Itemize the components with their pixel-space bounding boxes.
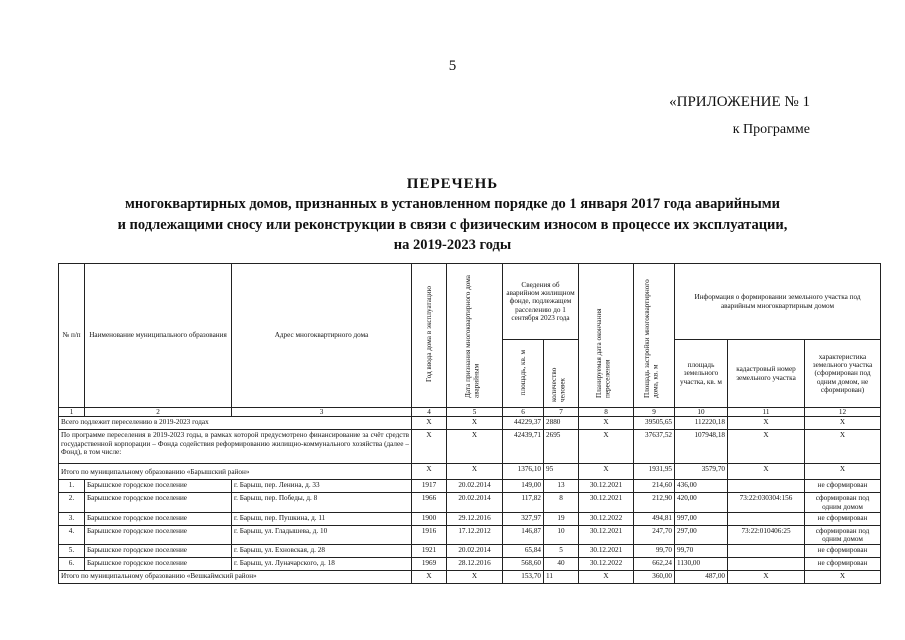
date-cell: 28.12.2016 [447,558,503,571]
col-number: 2 [85,408,232,417]
cell: 153,70 [503,571,544,584]
cell: 39505,65 [634,417,675,430]
row-number: 1. [59,480,85,493]
area-cell: 568,60 [503,558,544,571]
land-area-cell: 297,00 [675,525,728,545]
planned-date-cell: 30.12.2021 [579,525,634,545]
people-cell: 13 [544,480,579,493]
header-people: количество человек [550,368,567,403]
program-total-row [59,430,881,464]
date-cell: 20.02.2014 [447,480,503,493]
cell: 44229,37 [503,417,544,430]
cell: X [728,464,805,480]
cell: X [447,571,503,584]
cell: X [579,417,634,430]
cadastral-cell [728,512,805,525]
header-info-group: Сведения об аварийном жилищном фонде, подлежащем расселению до 1 сентября 2023 года [503,264,579,340]
col-number: 10 [675,408,728,417]
cell: X [447,430,503,464]
table-row [59,480,881,493]
address-cell: г. Барыш, ул. Луначарского, д. 18 [232,558,412,571]
land-area-cell: 1130,00 [675,558,728,571]
date-cell: 29.12.2016 [447,512,503,525]
area-cell: 146,87 [503,525,544,545]
subtotal-row [59,464,881,480]
cell: 2880 [544,417,579,430]
cell: 487,00 [675,571,728,584]
housing-table [58,263,881,584]
year-cell: 1921 [412,545,447,558]
built-area-cell: 494,81 [634,512,675,525]
cell: X [805,464,881,480]
people-cell: 5 [544,545,579,558]
land-area-cell: 997,00 [675,512,728,525]
heading-title: ПЕРЕЧЕНЬ [406,176,499,192]
col-number: 3 [232,408,412,417]
year-cell: 1966 [412,493,447,513]
planned-date-cell: 30.12.2021 [579,493,634,513]
cell: 11 [544,571,579,584]
header-land-group: Информация о формировании земельного участка под аварийным многоквартирным домом [675,264,881,340]
header-built-area: Площадь застройки многоквартирного дома, кв. м [643,279,660,399]
municipality-cell: Барышское городское поселение [85,558,232,571]
col-number: 8 [579,408,634,417]
table-row [59,525,881,545]
cell: X [412,430,447,464]
header-plan-cell [579,264,634,408]
address-cell: г. Барыш, пер. Пушкина, д. 11 [232,512,412,525]
header-land-area: площадь земельного участка, кв. м [675,340,728,408]
heading-line-2: многоквартирных домов, признанных в установленном порядке до 1 января 2017 года аварийными [124,196,780,212]
table-row [59,493,881,513]
built-area-cell: 214,60 [634,480,675,493]
cell: 1376,10 [503,464,544,480]
col-number: 1 [59,408,85,417]
cell: X [805,571,881,584]
total-all-label: Всего подлежит переселению в 2019-2023 годах [59,417,412,430]
cell: X [412,464,447,480]
col-number: 12 [805,408,881,417]
header-municipality: Наименование муниципального образования [85,264,232,408]
header-built-cell [634,264,675,408]
row-number: 4. [59,525,85,545]
header-date-recognized: Дата признания многоквартирного дома аварийным [463,275,480,399]
planned-date-cell: 30.12.2021 [579,545,634,558]
built-area-cell: 99,70 [634,545,675,558]
row-number: 2. [59,493,85,513]
area-cell: 149,00 [503,480,544,493]
row-number: 3. [59,512,85,525]
page-number: 5 [448,58,457,74]
year-cell: 1969 [412,558,447,571]
cell: X [579,464,634,480]
land-area-cell: 436,00 [675,480,728,493]
land-area-cell: 420,00 [675,493,728,513]
header-characteristic: характеристика земельного участка (сформирован под одним домом, не сформирован) [805,340,881,408]
header-num: № п/п [59,264,85,408]
table-row [59,545,881,558]
year-cell: 1916 [412,525,447,545]
planned-date-cell: 30.12.2021 [579,480,634,493]
col-number: 4 [412,408,447,417]
column-numbers-row [59,408,881,417]
cell: X [412,571,447,584]
cell: X [805,417,881,430]
heading-line-3: и подлежащими сносу или реконструкции в связи с физическим износом в процессе их эксплуатации, [117,217,788,233]
cell: 3579,70 [675,464,728,480]
header-address: Адрес многоквартирного дома [232,264,412,408]
header-area-cell [503,340,544,408]
land-area-cell: 99,70 [675,545,728,558]
table-row [59,512,881,525]
cell: 95 [544,464,579,480]
date-cell: 17.12.2012 [447,525,503,545]
header-cadastral: кадастровый номер земельного участка [728,340,805,408]
header-year-cell [412,264,447,408]
cell: X [805,430,881,464]
date-cell: 20.02.2014 [447,493,503,513]
planned-date-cell: 30.12.2022 [579,558,634,571]
characteristic-cell: сформирован под одним домом [805,525,881,545]
area-cell: 327,97 [503,512,544,525]
planned-date-cell: 30.12.2022 [579,512,634,525]
cell: X [412,417,447,430]
col-number: 5 [447,408,503,417]
cadastral-cell: 73:22:030304:156 [728,493,805,513]
col-number: 11 [728,408,805,417]
col-number: 7 [544,408,579,417]
municipality-cell: Барышское городское поселение [85,525,232,545]
municipality-cell: Барышское городское поселение [85,512,232,525]
year-cell: 1900 [412,512,447,525]
built-area-cell: 662,24 [634,558,675,571]
cell: 360,00 [634,571,675,584]
year-cell: 1917 [412,480,447,493]
address-cell: г. Барыш, пер. Победы, д. 8 [232,493,412,513]
appendix-title: «ПРИЛОЖЕНИЕ № 1 [669,94,810,110]
cell: X [728,571,805,584]
municipality-cell: Барышское городское поселение [85,480,232,493]
header-year: Год ввода дома в эксплуатацию [424,286,433,383]
subtotal-label: Итого по муниципальному образованию «Вешкаймский район» [59,571,412,584]
cell: 42439,71 [503,430,544,464]
characteristic-cell: не сформирован [805,480,881,493]
header-people-cell [544,340,579,408]
date-cell: 20.02.2014 [447,545,503,558]
characteristic-cell: не сформирован [805,512,881,525]
cadastral-cell: 73:22:010406:25 [728,525,805,545]
characteristic-cell: не сформирован [805,558,881,571]
heading-line-4: на 2019-2023 годы [393,237,512,253]
people-cell: 40 [544,558,579,571]
people-cell: 10 [544,525,579,545]
cadastral-cell [728,480,805,493]
program-total-label: По программе переселения в 2019-2023 годы, в рамках которой предусмотрено финансирование за счёт средств государственной корпорации – Фонда содействия реформированию жилищно-коммунального хозяйства (далее – Фонд), в том числе: [59,430,412,464]
address-cell: г. Барыш, пер. Ленина, д. 33 [232,480,412,493]
cell: 107948,18 [675,430,728,464]
cell: 1931,95 [634,464,675,480]
subtotal-row [59,571,881,584]
characteristic-cell: не сформирован [805,545,881,558]
col-number: 6 [503,408,544,417]
header-area: площадь, кв. м [518,349,527,396]
cell: X [579,430,634,464]
address-cell: г. Барыш, ул. Гладышева, д. 10 [232,525,412,545]
municipality-cell: Барышское городское поселение [85,493,232,513]
cell: 37637,52 [634,430,675,464]
col-number: 9 [634,408,675,417]
area-cell: 117,82 [503,493,544,513]
cell: X [447,464,503,480]
people-cell: 8 [544,493,579,513]
cell: X [728,430,805,464]
cell: X [728,417,805,430]
municipality-cell: Барышское городское поселение [85,545,232,558]
total-all-row [59,417,881,430]
people-cell: 19 [544,512,579,525]
cell: X [447,417,503,430]
cell: 112220,18 [675,417,728,430]
subtotal-label: Итого по муниципальному образованию «Барышский район» [59,464,412,480]
area-cell: 65,84 [503,545,544,558]
built-area-cell: 212,90 [634,493,675,513]
row-number: 6. [59,558,85,571]
address-cell: г. Барыш, ул. Ехновская, д. 28 [232,545,412,558]
row-number: 5. [59,545,85,558]
table-row [59,558,881,571]
cadastral-cell [728,545,805,558]
characteristic-cell: сформирован под одним домом [805,493,881,513]
header-planned-date: Планируемая дата окончания переселения [595,308,612,399]
header-date-cell [447,264,503,408]
cell: X [579,571,634,584]
appendix-subtitle: к Программе [732,122,810,137]
cell: 2695 [544,430,579,464]
cadastral-cell [728,558,805,571]
built-area-cell: 247,70 [634,525,675,545]
